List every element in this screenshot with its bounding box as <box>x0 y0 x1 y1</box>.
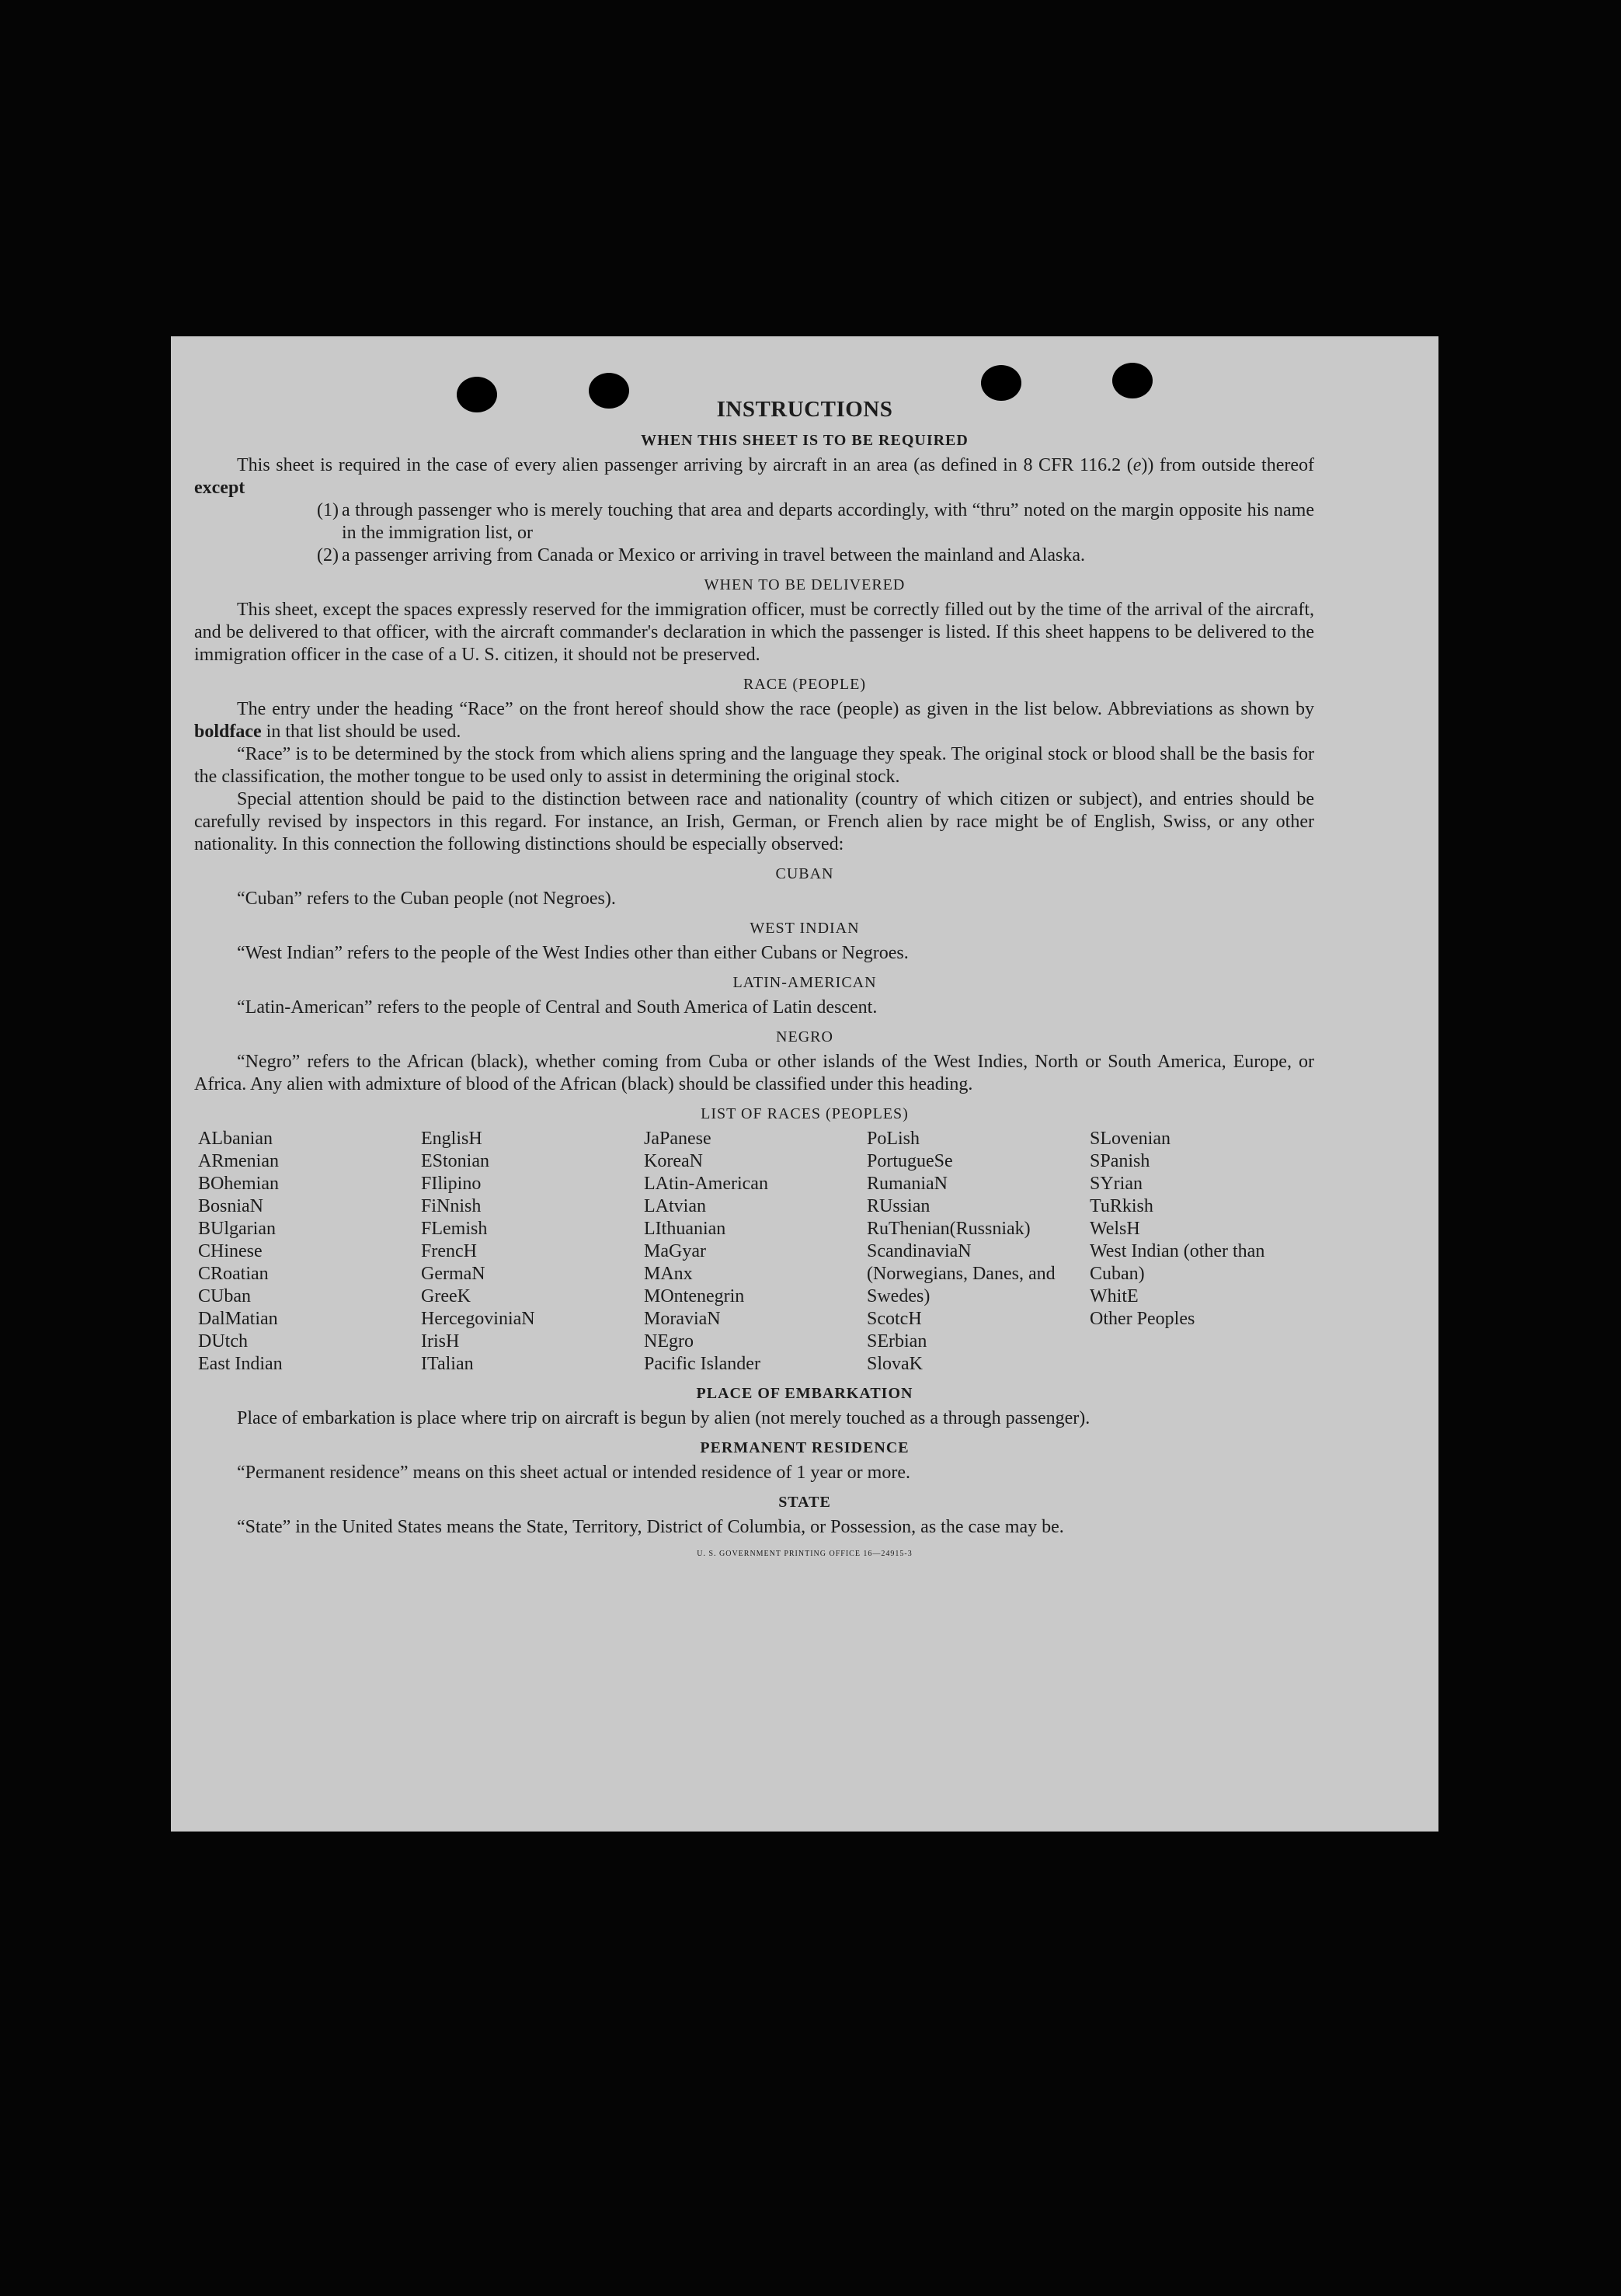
race-entry: SLovenian <box>1090 1129 1171 1149</box>
race-entry: BOhemian <box>198 1174 279 1194</box>
race-entry: MOntenegrin <box>644 1286 745 1306</box>
race-entry: ScotcH <box>867 1309 922 1329</box>
race-entry: ALbanian <box>198 1129 273 1149</box>
race-entry: ScandinaviaN (Norwegians, Danes, and Swedes) <box>867 1241 1056 1306</box>
heading-list-of-races: LIST OF RACES (PEOPLES) <box>701 1105 909 1122</box>
race-entry: LAtvian <box>644 1196 706 1216</box>
heading-negro: NEGRO <box>776 1028 833 1045</box>
race-list <box>198 1128 1314 1376</box>
heading-race: RACE (PEOPLE) <box>743 676 866 693</box>
race-entry: FiNnish <box>421 1196 482 1216</box>
heading-state: STATE <box>778 1494 831 1511</box>
heading-latin-american: LATIN-AMERICAN <box>732 974 877 991</box>
race-entry: EnglisH <box>421 1129 482 1149</box>
race-entry: CRoatian <box>198 1264 269 1284</box>
race-entry: WhitE <box>1090 1286 1139 1306</box>
heading-cuban: CUBAN <box>775 865 834 882</box>
race-entry: GermaN <box>421 1264 485 1284</box>
race-entry: East Indian <box>198 1354 283 1374</box>
race-entry: LIthuanian <box>644 1219 726 1239</box>
paragraph-permanent-residence: “Permanent residence” means on this sheet actual or intended residence of 1 year or more. <box>237 1463 910 1483</box>
exception-item-2: (2) a passenger arriving from Canada or Mexico or arriving in travel between the mainland and Alaska. <box>317 545 1085 565</box>
paragraph-required: This sheet is required in the case of every alien passenger arriving by aircraft in an area (as defined in 8 CFR 116.2 (e)) from outside thereof except <box>194 455 1314 498</box>
race-entry: DUtch <box>198 1331 248 1352</box>
race-entry: SlovaK <box>867 1354 923 1374</box>
paragraph-negro: “Negro” refers to the African (black), whether coming from Cuba or other islands of the West Indies, North or South America, Europe, or Africa. Any alien with admixture of blood of the African (black) should be classified under this heading. <box>194 1052 1314 1094</box>
race-entry: JaPanese <box>644 1129 711 1149</box>
race-entry: ITalian <box>421 1354 474 1374</box>
race-entry: CHinese <box>198 1241 263 1261</box>
race-entry: PoLish <box>867 1129 920 1149</box>
paragraph-race-1: The entry under the heading “Race” on the front hereof should show the race (people) as given in the list below. Abbreviations as shown by boldface in that list should be used. <box>194 699 1314 742</box>
paragraph-latin-american: “Latin-American” refers to the people of Central and South America of Latin descent. <box>237 997 878 1018</box>
paragraph-cuban: “Cuban” refers to the Cuban people (not Negroes). <box>237 889 616 909</box>
race-entry: FLemish <box>421 1219 488 1239</box>
race-entry: LAtin-American <box>644 1174 768 1194</box>
paragraph-race-2: “Race” is to be determined by the stock from which aliens spring and the language they speak. The original stock or blood shall be the basis for the classification, the mother tongue to be used only to assist in determining the original stock. <box>194 744 1314 787</box>
page-title: INSTRUCTIONS <box>716 397 893 422</box>
race-entry: TuRkish <box>1090 1196 1153 1216</box>
race-entry: MAnx <box>644 1264 693 1284</box>
race-entry: HercegoviniaN <box>421 1309 535 1329</box>
race-column-2 <box>421 1128 644 1376</box>
race-entry: BosniaN <box>198 1196 263 1216</box>
race-entry: Pacific Islander <box>644 1354 760 1374</box>
race-entry: WelsH <box>1090 1219 1140 1239</box>
punch-hole <box>1112 363 1153 398</box>
race-entry: RUssian <box>867 1196 931 1216</box>
race-entry: West Indian (other than Cuban) <box>1090 1241 1265 1284</box>
paragraph-west-indian: “West Indian” refers to the people of the West Indies other than either Cubans or Negroes. <box>237 943 909 963</box>
race-entry: PortugueSe <box>867 1151 953 1171</box>
instruction-sheet <box>171 336 1438 1832</box>
heading-permanent-residence: PERMANENT RESIDENCE <box>700 1439 910 1456</box>
paragraph-embarkation: Place of embarkation is place where trip on aircraft is begun by alien (not merely touched as a through passenger). <box>237 1408 1091 1428</box>
paragraph-delivered: This sheet, except the spaces expressly reserved for the immigration officer, must be correctly filled out by the time of the arrival of the aircraft, and be delivered to that officer, with the aircraft commander's declaration in which the passenger is listed. If this sheet happens to be delivered to the immigration officer in the case of a U. S. citizen, it should not be preserved. <box>194 600 1314 665</box>
race-entry: MaGyar <box>644 1241 706 1261</box>
race-entry: FIlipino <box>421 1174 482 1194</box>
heading-west-indian: WEST INDIAN <box>750 920 860 937</box>
heading-required: WHEN THIS SHEET IS TO BE REQUIRED <box>641 432 969 449</box>
race-entry: RumaniaN <box>867 1174 948 1194</box>
exception-item-1: (1) a through passenger who is merely touching that area and departs accordingly, with “thru” noted on the margin opposite his name in the immigration list, or <box>317 500 1314 543</box>
race-entry: NEgro <box>644 1331 694 1352</box>
heading-embarkation: PLACE OF EMBARKATION <box>696 1385 913 1402</box>
paragraph-race-3: Special attention should be paid to the distinction between race and nationality (country of which citizen or subject), and entries should be carefully revised by inspectors in this regard. For instance, an Irish, German, or French alien by race might be of English, Swiss, or any other nationality. In this connection the following distinctions should be especially observed: <box>194 789 1314 854</box>
punch-hole <box>981 365 1021 401</box>
race-entry: MoraviaN <box>644 1309 721 1329</box>
race-entry: BUlgarian <box>198 1219 276 1239</box>
race-column-4 <box>867 1128 1090 1376</box>
race-entry: CUban <box>198 1286 251 1306</box>
race-column-5 <box>1090 1128 1315 1376</box>
race-column-3 <box>644 1128 867 1376</box>
heading-delivered: WHEN TO BE DELIVERED <box>704 576 906 593</box>
printing-office-footer: U. S. GOVERNMENT PRINTING OFFICE 16—24915-3 <box>697 1550 913 1558</box>
paragraph-state: “State” in the United States means the State, Territory, District of Columbia, or Possession, as the case may be. <box>237 1517 1064 1537</box>
race-column-1 <box>198 1128 421 1376</box>
race-entry: EStonian <box>421 1151 489 1171</box>
sheet-content <box>194 397 1314 1558</box>
race-entry: KoreaN <box>644 1151 703 1171</box>
race-entry: GreeK <box>421 1286 471 1306</box>
race-entry: DalMatian <box>198 1309 278 1329</box>
race-entry: ARmenian <box>198 1151 279 1171</box>
race-entry: RuThenian(Russniak) <box>867 1219 1031 1239</box>
race-entry: SYrian <box>1090 1174 1143 1194</box>
race-entry: SErbian <box>867 1331 927 1352</box>
race-entry: FrencH <box>421 1241 477 1261</box>
race-entry: Other Peoples <box>1090 1309 1195 1329</box>
race-entry: IrisH <box>421 1331 460 1352</box>
race-entry: SPanish <box>1090 1151 1150 1171</box>
